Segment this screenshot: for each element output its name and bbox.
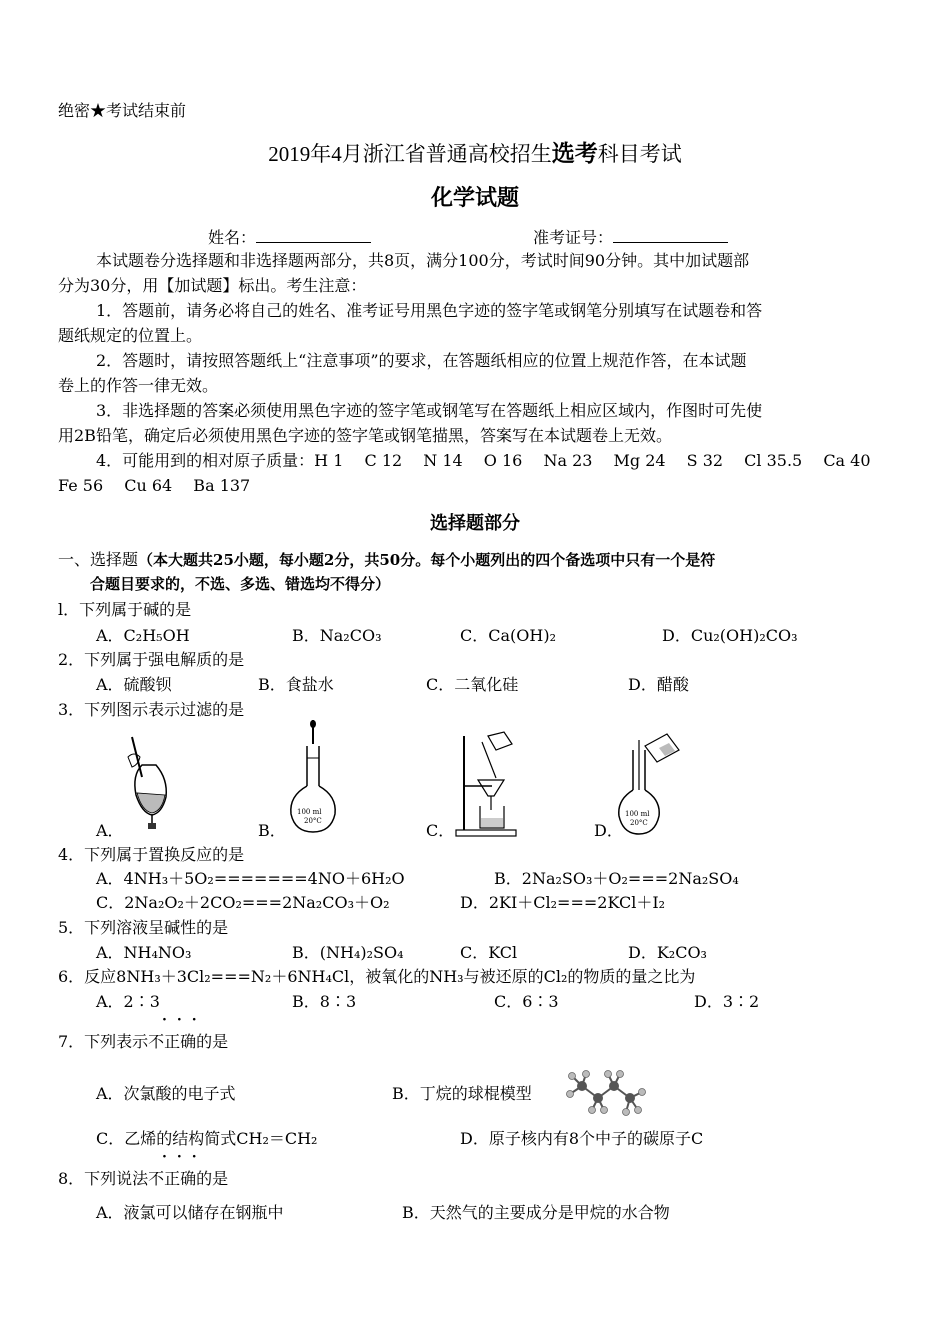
flask-d-volume-label: 100 ml [625, 810, 650, 818]
section-title: 选择题部分 [430, 513, 520, 534]
volumetric-flask-pouring-image [615, 730, 685, 838]
exam-title-pre: 2019年4月浙江省普通高校招生 [268, 142, 552, 166]
exam-title-bold: 选考 [551, 141, 598, 166]
q2-option-d[interactable]: D．醋酸 [628, 675, 689, 694]
q1-option-b[interactable]: B．Na₂CO₃ [292, 626, 382, 645]
q3-option-b[interactable]: B． [258, 821, 286, 840]
notice-2a: 2．答题时，请按照答题纸上“注意事项”的要求，在答题纸相应的位置上规范作答，在本试题 [96, 351, 747, 370]
q2-option-b[interactable]: B．食盐水 [258, 675, 334, 694]
q7-option-c[interactable]: C．乙烯的结构简式CH₂＝CH₂ [96, 1129, 318, 1148]
exam-id-field [533, 228, 728, 246]
flask-d-temp-label: 20°C [630, 819, 648, 827]
q4-option-d[interactable]: D．2KI＋Cl₂===2KCl＋I₂ [460, 893, 666, 912]
exam-title [0, 142, 950, 165]
q8-emphasis-dots: ··· [162, 1149, 207, 1165]
q2-option-a[interactable]: A．硫酸钡 [96, 675, 172, 694]
q3-option-c[interactable]: C． [426, 821, 455, 840]
notice-1a: 1．答题前，请务必将自己的姓名、准考证号用黑色字迹的签字笔或钢笔分别填写在试题卷和答 [96, 301, 763, 320]
exam-title-post: 科目考试 [597, 142, 682, 166]
q8-stem: 8．下列说法不正确的是 [58, 1169, 229, 1188]
section-head-a: 一、选择题 [58, 550, 139, 569]
q1-stem: l．下列属于碱的是 [58, 600, 192, 619]
q8-option-a[interactable]: A．液氯可以储存在钢瓶中 [96, 1203, 284, 1222]
q6-option-c[interactable]: C．6∶3 [494, 992, 559, 1011]
q4-option-a[interactable]: A．4NH₃＋5O₂=======4NO＋6H₂O [96, 869, 405, 888]
q6-option-d[interactable]: D．3∶2 [694, 992, 760, 1011]
name-field [208, 228, 371, 246]
notice-3b: 用2B铅笔，确定后必须使用黑色字迹的签字笔或钢笔描黑，答案写在本试题卷上无效。 [58, 426, 672, 445]
q3-option-d[interactable]: D． [594, 821, 623, 840]
q5-option-c[interactable]: C．KCl [460, 943, 518, 962]
q5-stem: 5．下列溶液呈碱性的是 [58, 918, 229, 937]
q6-option-b[interactable]: B．8∶3 [292, 992, 357, 1011]
subject-title: 化学试题 [430, 186, 519, 211]
q4-option-b[interactable]: B．2Na₂SO₃＋O₂===2Na₂SO₄ [494, 869, 739, 888]
q4-option-c[interactable]: C．2Na₂O₂＋2CO₂===2Na₂CO₃＋O₂ [96, 893, 390, 912]
q7-emphasis-dots: ··· [162, 1012, 207, 1028]
section-head-b: （本大题共25小题，每小题2分，共50分。每个小题列出的四个备选项中只有一个是符 [138, 551, 716, 569]
section-head [58, 552, 715, 568]
notice-1b: 题纸规定的位置上。 [58, 326, 203, 345]
notice-2b: 卷上的作答一律无效。 [58, 376, 219, 395]
intro-line1: 本试题卷分选择题和非选择题两部分，共8页，满分100分，考试时间90分钟。其中加试题部 [96, 251, 750, 270]
q1-option-a[interactable]: A．C₂H₅OH [96, 626, 190, 645]
intro-line2: 分为30分，用【加试题】标出。考生注意： [58, 276, 367, 295]
q6-option-a[interactable]: A．2∶3 [96, 992, 160, 1011]
q1-option-d[interactable]: D．Cu₂(OH)₂CO₃ [662, 626, 798, 645]
q7-stem: 7．下列表示不正确的是 [58, 1032, 229, 1051]
q5-option-b[interactable]: B．(NH₄)₂SO₄ [292, 943, 404, 962]
q6-stem: 6．反应8NH₃＋3Cl₂===N₂＋6NH₄Cl，被氧化的NH₃与被还原的Cl₂的物质的量之比为 [58, 967, 696, 986]
volumetric-flask-dropper-image [285, 718, 341, 838]
q5-option-d[interactable]: D．K₂CO₃ [628, 943, 707, 962]
name-blank [256, 228, 371, 243]
separatory-funnel-image [122, 735, 178, 835]
exam-id-label: 准考证号： [533, 228, 614, 247]
notice-4b: Fe 56 Cu 64 Ba 137 [58, 476, 251, 495]
q1-option-c[interactable]: C．Ca(OH)₂ [460, 626, 556, 645]
section-head-c: 合题目要求的，不选、多选、错选均不得分） [90, 575, 391, 593]
exam-id-blank [613, 228, 728, 243]
butane-ball-stick-model-image [562, 1070, 648, 1116]
filtration-apparatus-image [452, 730, 522, 840]
q3-option-a[interactable]: A． [96, 821, 124, 840]
name-label: 姓名： [208, 228, 257, 247]
q7-option-d[interactable]: D．原子核内有8个中子的碳原子C [460, 1129, 704, 1148]
flask-b-temp-label: 20°C [304, 817, 322, 825]
q3-stem: 3．下列图示表示过滤的是 [58, 700, 245, 719]
notice-3a: 3．非选择题的答案必须使用黑色字迹的签字笔或钢笔写在答题纸上相应区域内，作图时可先使 [96, 401, 763, 420]
flask-b-volume-label: 100 ml [297, 808, 322, 816]
q5-option-a[interactable]: A．NH₄NO₃ [96, 943, 192, 962]
q2-stem: 2．下列属于强电解质的是 [58, 650, 245, 669]
q7-option-a[interactable]: A．次氯酸的电子式 [96, 1084, 236, 1103]
q8-option-b[interactable]: B．天然气的主要成分是甲烷的水合物 [402, 1203, 670, 1222]
q7-option-b[interactable]: B．丁烷的球棍模型 [392, 1084, 532, 1103]
q2-option-c[interactable]: C．二氧化硅 [426, 675, 519, 694]
q4-stem: 4．下列属于置换反应的是 [58, 845, 245, 864]
notice-4a: 4．可能用到的相对原子质量：H 1 C 12 N 14 O 16 Na 23 Mg 24 S 32 Cl 35.5 Ca 40 [96, 451, 871, 470]
confidential-mark: 绝密★考试结束前 [58, 101, 187, 120]
